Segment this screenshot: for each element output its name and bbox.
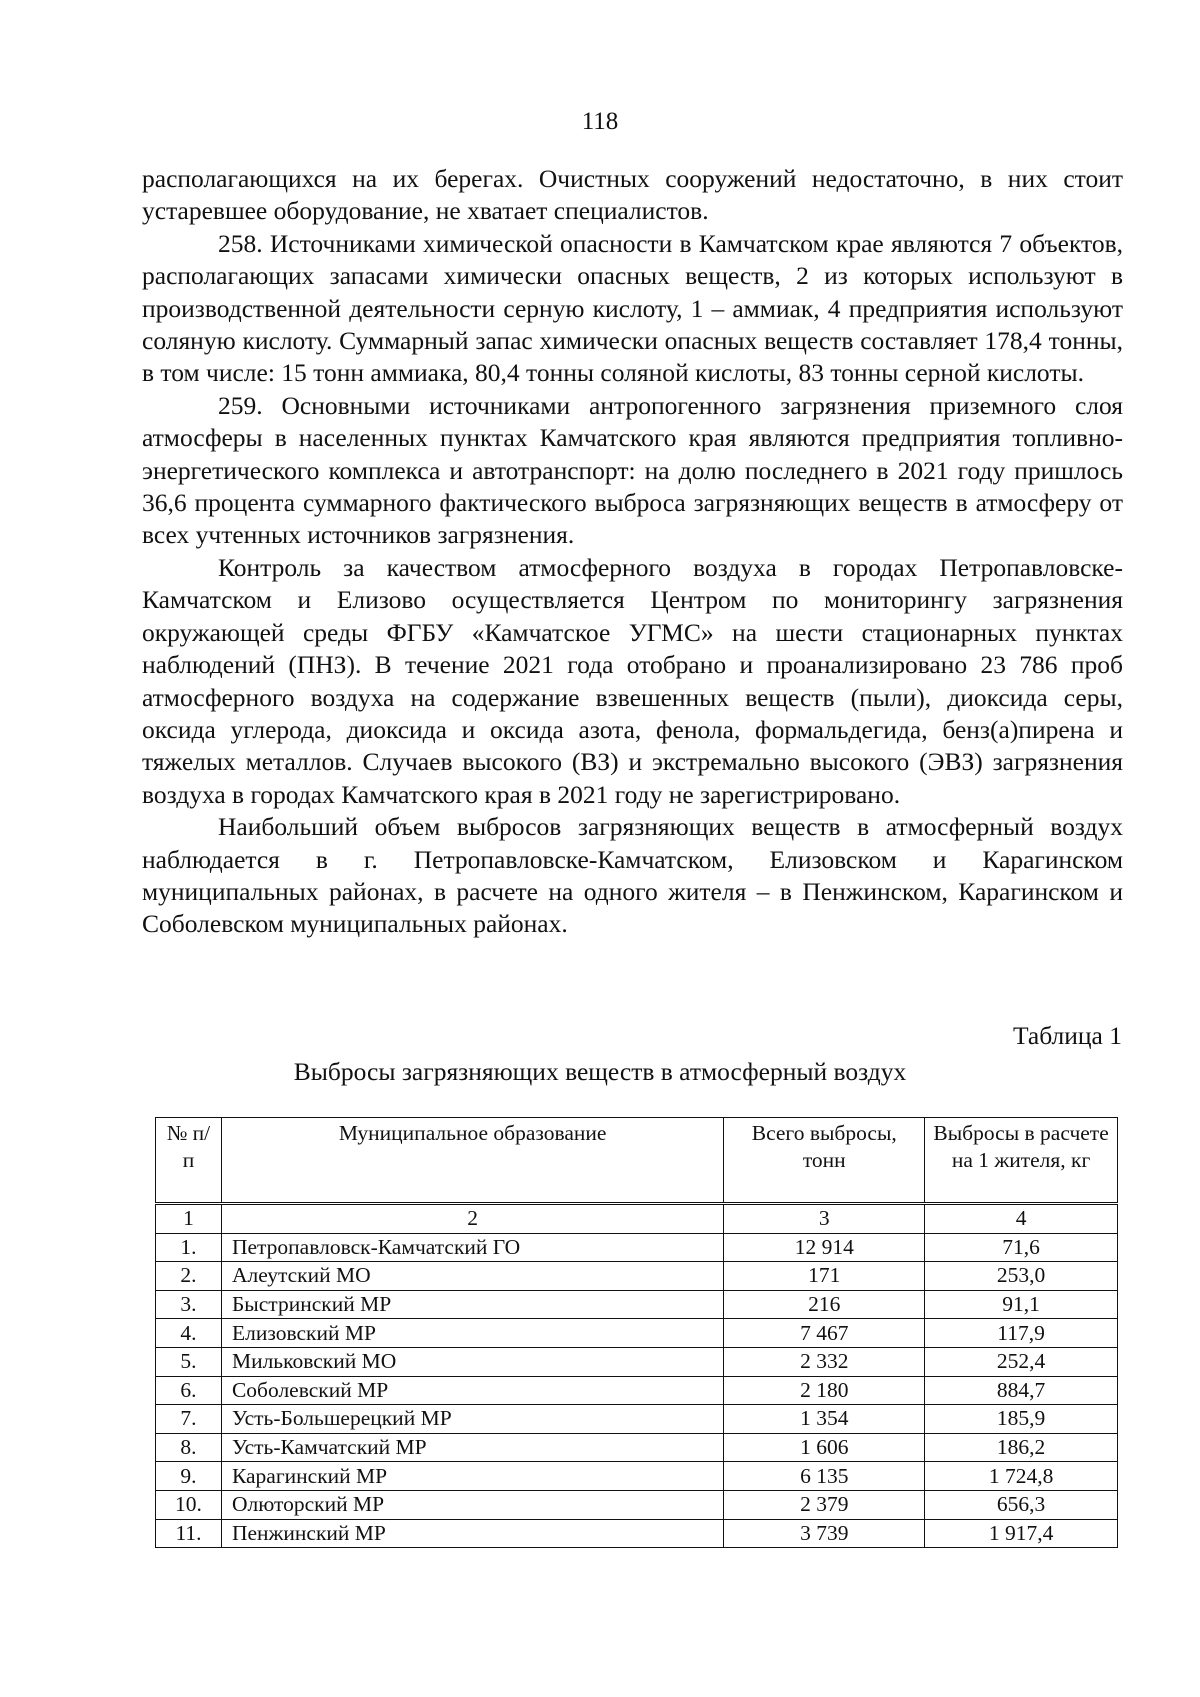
- row-total: 1 354: [724, 1405, 925, 1434]
- paragraph: 259. Основными источниками антропогенного загрязнения приземного слоя атмосферы в населенных пунктах Камчатского края являются предприятия топливно-энергетического комплекса и автотранспорт: на долю последнего в 2021 году пришлось 36,6 процента суммарного фактического выброса загрязняющих веществ в атмосферу от всех учтенных источников загрязнения.: [142, 390, 1123, 550]
- row-number: 7.: [156, 1405, 222, 1434]
- column-number: 3: [724, 1204, 925, 1234]
- table-row: [156, 1519, 1118, 1548]
- row-per-capita: 185,9: [925, 1405, 1118, 1434]
- table-row: [156, 1290, 1118, 1319]
- row-municipality: Пенжинский МР: [221, 1519, 723, 1548]
- column-number-row: [156, 1204, 1118, 1234]
- row-number: 1.: [156, 1233, 222, 1262]
- row-per-capita: 656,3: [925, 1490, 1118, 1519]
- row-per-capita: 1 724,8: [925, 1462, 1118, 1491]
- table-header-row: [156, 1118, 1118, 1204]
- emissions-table: [155, 1117, 1118, 1548]
- row-per-capita: 91,1: [925, 1290, 1118, 1319]
- row-number: 5.: [156, 1347, 222, 1376]
- row-total: 12 914: [724, 1233, 925, 1262]
- table-caption: Выбросы загрязняющих веществ в атмосферный воздух: [293, 1057, 907, 1086]
- table-row: [156, 1405, 1118, 1434]
- header-total-emissions: Всего выбросы, тонн: [724, 1118, 925, 1204]
- row-per-capita: 1 917,4: [925, 1519, 1118, 1548]
- table-row: [156, 1319, 1118, 1348]
- row-municipality: Соболевский МР: [221, 1376, 723, 1405]
- row-total: 1 606: [724, 1433, 925, 1462]
- paragraph: располагающихся на их берегах. Очистных сооружений недостаточно, в них стоит устаревшее оборудование, не хватает специалистов.: [142, 164, 1123, 226]
- column-number: 1: [156, 1204, 222, 1234]
- row-municipality: Быстринский МР: [221, 1290, 723, 1319]
- paragraph: Контроль за качеством атмосферного воздуха в городах Петропавловске-Камчатском и Елизово осуществляется Центром по мониторингу загрязнения окружающей среды ФГБУ «Камчатское УГМС» на шести стационарных пунктах наблюдений (ПНЗ). В течение 2021 года отобрано и проанализировано 23 786 проб атмосферного воздуха на содержание взвешенных веществ (пыли), диоксида серы, оксида углерода, диоксида и оксида азота, фенола, формальдегида, бенз(а)пирена и тяжелых металлов. Случаев высокого (ВЗ) и экстремально высокого (ЭВЗ) загрязнения воздуха в городах Камчатского края в 2021 году не зарегистрировано.: [142, 552, 1123, 809]
- row-total: 216: [724, 1290, 925, 1319]
- header-municipality: Муниципальное образование: [221, 1118, 723, 1204]
- table-row: [156, 1462, 1118, 1491]
- column-number: 2: [221, 1204, 723, 1234]
- row-number: 10.: [156, 1490, 222, 1519]
- row-municipality: Карагинский МР: [221, 1462, 723, 1491]
- row-municipality: Усть-Камчатский МР: [221, 1433, 723, 1462]
- row-per-capita: 253,0: [925, 1262, 1118, 1291]
- table-label: Таблица 1: [1012, 1021, 1122, 1050]
- page-number: 118: [581, 108, 619, 135]
- header-number: № п/п: [156, 1118, 222, 1204]
- row-number: 6.: [156, 1376, 222, 1405]
- row-total: 6 135: [724, 1462, 925, 1491]
- row-municipality: Елизовский МР: [221, 1319, 723, 1348]
- row-per-capita: 71,6: [925, 1233, 1118, 1262]
- header-per-capita: Выбросы в расчете на 1 жителя, кг: [925, 1118, 1118, 1204]
- row-total: 171: [724, 1262, 925, 1291]
- row-total: 2 332: [724, 1347, 925, 1376]
- row-municipality: Мильковский МО: [221, 1347, 723, 1376]
- table-row: [156, 1490, 1118, 1519]
- row-per-capita: 884,7: [925, 1376, 1118, 1405]
- table-row: [156, 1347, 1118, 1376]
- table-row: [156, 1262, 1118, 1291]
- row-municipality: Алеутский МО: [221, 1262, 723, 1291]
- table-row: [156, 1433, 1118, 1462]
- row-number: 3.: [156, 1290, 222, 1319]
- table-row: [156, 1233, 1118, 1262]
- row-number: 9.: [156, 1462, 222, 1491]
- row-per-capita: 186,2: [925, 1433, 1118, 1462]
- row-number: 4.: [156, 1319, 222, 1348]
- column-number: 4: [925, 1204, 1118, 1234]
- table-row: [156, 1376, 1118, 1405]
- row-per-capita: 117,9: [925, 1319, 1118, 1348]
- row-total: 2 180: [724, 1376, 925, 1405]
- row-municipality: Усть-Большерецкий МР: [221, 1405, 723, 1434]
- row-municipality: Петропавловск-Камчатский ГО: [221, 1233, 723, 1262]
- paragraph: Наибольший объем выбросов загрязняющих веществ в атмосферный воздух наблюдается в г. Петропавловске-Камчатском, Елизовском и Карагинском муниципальных районах, в расчете на одного жителя – в Пенжинском, Карагинском и Соболевском муниципальных районах.: [142, 812, 1123, 939]
- row-number: 8.: [156, 1433, 222, 1462]
- row-municipality: Олюторский МР: [221, 1490, 723, 1519]
- row-total: 2 379: [724, 1490, 925, 1519]
- row-per-capita: 252,4: [925, 1347, 1118, 1376]
- body-text: [142, 163, 1123, 941]
- row-total: 7 467: [724, 1319, 925, 1348]
- row-total: 3 739: [724, 1519, 925, 1548]
- row-number: 11.: [156, 1519, 222, 1548]
- row-number: 2.: [156, 1262, 222, 1291]
- paragraph: 258. Источниками химической опасности в Камчатском крае являются 7 объектов, располагающих запасами химически опасных веществ, 2 из которых используют в производственной деятельности серную кислоту, 1 – аммиак, 4 предприятия используют соляную кислоту. Суммарный запас химически опасных веществ составляет 178,4 тонны, в том числе: 15 тонн аммиака, 80,4 тонны соляной кислоты, 83 тонны серной кислоты.: [142, 228, 1123, 388]
